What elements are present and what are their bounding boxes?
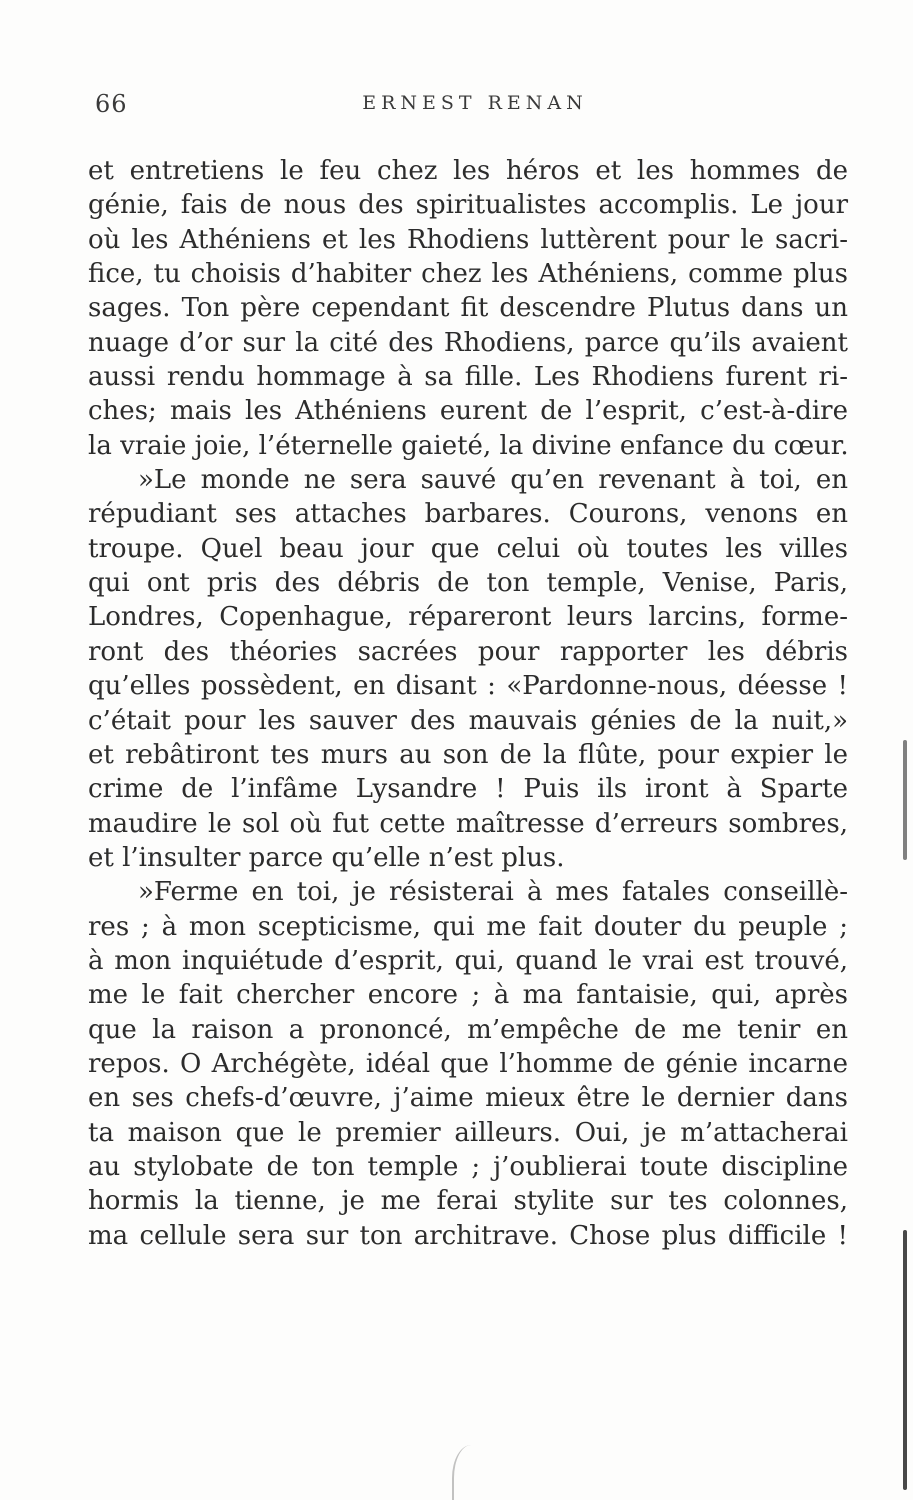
text-line: »Ferme en toi, je résisterai à mes fatales conseillè-	[138, 877, 848, 908]
text-line: res ; à mon scepticisme, qui me fait douter du peuple ;	[88, 911, 848, 942]
text-line: c’était pour les sauver des mauvais génies de la nuit,»	[88, 705, 848, 736]
running-head: ERNEST RENAN	[362, 92, 588, 114]
page-number: 66	[95, 90, 128, 118]
text-line: où les Athéniens et les Rhodiens luttèrent pour le sacri-	[88, 224, 848, 255]
text-line: crime de l’infâme Lysandre ! Puis ils iront à Sparte	[88, 774, 848, 805]
page-header	[95, 90, 855, 120]
text-line: que la raison a prononcé, m’empêche de me tenir en	[88, 1014, 848, 1045]
text-line: qui ont pris des débris de ton temple, Venise, Paris,	[88, 568, 848, 599]
text-line: ches; mais les Athéniens eurent de l’esprit, c’est-à-dire	[88, 396, 848, 427]
text-line: sages. Ton père cependant fit descendre Plutus dans un	[88, 293, 848, 324]
text-line: qu’elles possèdent, en disant : «Pardonne-nous, déesse !	[88, 671, 848, 702]
text-line: aussi rendu hommage à sa fille. Les Rhodiens furent ri-	[88, 362, 848, 393]
body-text	[88, 154, 848, 1253]
text-line: maudire le sol où fut cette maîtresse d’erreurs sombres,	[88, 808, 848, 839]
text-line: ta maison que le premier ailleurs. Oui, je m’attacherai	[88, 1117, 848, 1148]
text-line: en ses chefs-d’œuvre, j’aime mieux être le dernier dans	[88, 1083, 848, 1114]
text-line: nuage d’or sur la cité des Rhodiens, parce qu’ils avaient	[88, 327, 848, 358]
text-line: hormis la tienne, je me ferai stylite sur tes colonnes,	[88, 1186, 848, 1217]
text-line: me le fait chercher encore ; à ma fantaisie, qui, après	[88, 980, 848, 1011]
text-line: à mon inquiétude d’esprit, qui, quand le vrai est trouvé,	[88, 945, 848, 976]
text-line: »Le monde ne sera sauvé qu’en revenant à toi, en	[138, 465, 848, 496]
page-edge-shadow	[903, 1230, 907, 1490]
text-line: et entretiens le feu chez les héros et les hommes de	[88, 156, 848, 186]
text-line: troupe. Quel beau jour que celui où toutes les villes	[88, 533, 848, 564]
text-line: ront des théories sacrées pour rapporter les débris	[88, 636, 848, 667]
text-line: répudiant ses attaches barbares. Courons, venons en	[88, 499, 848, 530]
text-line: repos. O Archégète, idéal que l’homme de génie incarne	[88, 1048, 848, 1079]
text-line: Londres, Copenhague, répareront leurs larcins, forme-	[88, 602, 848, 633]
text-line: et l’insulter parce qu’elle n’est plus.	[88, 842, 565, 873]
binding-mark	[452, 1445, 484, 1500]
text-line: fice, tu choisis d’habiter chez les Athéniens, comme plus	[88, 259, 848, 290]
text-line: au stylobate de ton temple ; j’oublierai toute discipline	[88, 1151, 848, 1182]
text-line: la vraie joie, l’éternelle gaieté, la divine enfance du cœur.	[88, 430, 849, 461]
text-line: ma cellule sera sur ton architrave. Chose plus difficile !	[88, 1220, 848, 1251]
text-line: et rebâtiront tes murs au son de la flûte, pour expier le	[88, 739, 848, 770]
page-edge-shadow	[903, 740, 907, 860]
text-line: génie, fais de nous des spiritualistes accomplis. Le jour	[88, 190, 848, 221]
